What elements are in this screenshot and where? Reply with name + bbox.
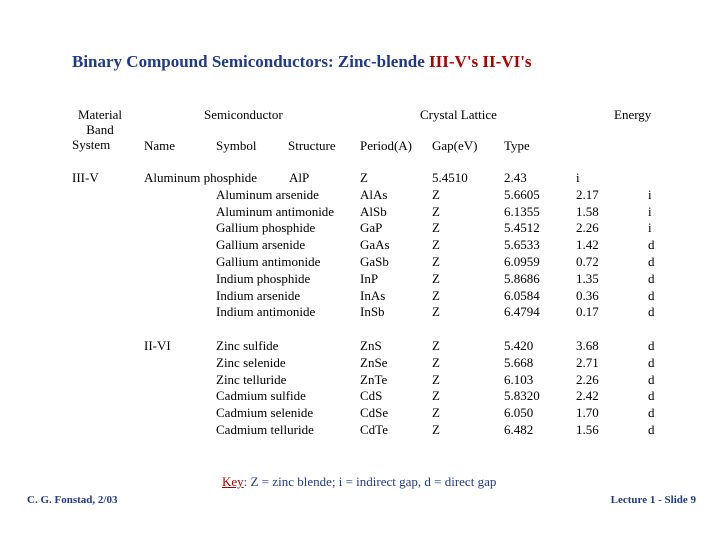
table-cell: d (648, 338, 655, 353)
table-cell: Z (432, 220, 440, 236)
table-cell: 2.26 (576, 371, 599, 387)
table-cell: 5.4512 (504, 220, 540, 236)
table-cell: CdTe (360, 421, 388, 437)
header-material-line1: Material (77, 107, 123, 122)
table-cell: d (648, 371, 655, 387)
table-cell: d (648, 287, 655, 303)
header-material-line3: System (72, 137, 111, 152)
table-cell: Indium antimonide (216, 304, 316, 320)
table-cell (216, 170, 334, 187)
table-cell: Z (432, 186, 440, 202)
iii-v-structure-column (360, 170, 390, 321)
header-semiconductor: Semiconductor (204, 107, 283, 122)
table-cell (648, 170, 655, 187)
table-cell: GaP (360, 220, 383, 236)
table-cell: 6.103 (504, 371, 534, 387)
table-cell: Z (432, 203, 440, 219)
iii-v-type-column (576, 170, 599, 321)
table-cell: 1.70 (576, 405, 599, 421)
table-cell: Cadmium telluride (216, 421, 314, 437)
page-title (72, 52, 532, 72)
table-cell: GaAs (360, 237, 390, 253)
table-cell: Z (432, 338, 440, 353)
table-cell: 5.420 (504, 338, 534, 353)
table-cell: 6.1355 (504, 203, 540, 219)
ii-vi-structure-column (360, 338, 388, 439)
header-type: Type (504, 138, 530, 153)
table-cell: Zinc telluride (216, 371, 287, 387)
table-cell: d (648, 421, 655, 437)
table-cell: 0.17 (576, 304, 599, 320)
key-label: Key (222, 474, 244, 489)
table-cell: 6.0959 (504, 253, 540, 269)
table-cell: Z (432, 371, 440, 387)
header-period: Period(A) (360, 138, 412, 153)
ii-vi-gap-column (504, 338, 540, 439)
table-cell: Zinc selenide (216, 354, 286, 370)
header-structure: Structure (288, 138, 336, 153)
table-cell: Z (432, 270, 440, 286)
ii-vi-names-column (216, 338, 314, 439)
system-ii-vi: II-VI (144, 338, 171, 353)
table-cell: 1.56 (576, 421, 599, 437)
ii-vi-period-column (432, 338, 440, 439)
header-material (72, 107, 128, 152)
table-cell: 5.668 (504, 354, 534, 370)
key-text: : Z = zinc blende; i = indirect gap, d = direct gap (243, 474, 497, 489)
iii-v-energy-column (648, 170, 655, 321)
table-cell: d (648, 354, 655, 370)
table-cell: 0.72 (576, 253, 599, 269)
table-cell: Z (432, 237, 440, 253)
table-cell: Aluminum antimonide (216, 203, 335, 219)
table-cell: Indium phosphide (216, 270, 311, 286)
table-cell: InAs (360, 287, 386, 303)
first-compound-name: Aluminum phosphide (144, 170, 258, 185)
header-material-line2: Band (86, 122, 114, 137)
table-cell: 5.6605 (504, 186, 540, 202)
table-cell: 5.8686 (504, 270, 540, 286)
table-cell: 2.71 (576, 354, 599, 370)
header-symbol: Symbol (216, 138, 257, 153)
table-cell: d (648, 253, 655, 269)
table-cell: Indium arsenide (216, 287, 301, 303)
ii-vi-energy-column (648, 338, 655, 439)
table-cell: CdSe (360, 405, 389, 421)
system-iii-v: III-V (72, 170, 99, 185)
table-cell: i (648, 186, 652, 202)
title-highlight-iii-v: III-V's (429, 52, 479, 71)
table-cell: 0.36 (576, 287, 599, 303)
table-cell: Aluminum arsenide (216, 186, 319, 202)
table-cell: 3.68 (576, 338, 599, 353)
table-cell: Z (432, 405, 440, 421)
table-cell: InP (360, 270, 379, 286)
table-cell: GaSb (360, 253, 389, 269)
table-cell: ZnSe (360, 354, 388, 370)
footer-author: C. G. Fonstad, 2/03 (27, 494, 118, 506)
legend-key (222, 474, 496, 490)
table-cell: 6.4794 (504, 304, 540, 320)
table-cell: InSb (360, 304, 385, 320)
table-cell: 2.43 (504, 170, 527, 185)
table-cell: Z (432, 388, 440, 404)
table-cell: CdS (360, 388, 383, 404)
table-cell: 5.6533 (504, 237, 540, 253)
table-cell: d (648, 304, 655, 320)
table-cell: Gallium antimonide (216, 253, 321, 269)
footer-slide-number: Lecture 1 - Slide 9 (610, 494, 696, 506)
table-cell: 6.482 (504, 421, 534, 437)
iii-v-names-column (216, 170, 334, 321)
table-cell: 5.4510 (432, 170, 468, 185)
table-cell: 2.42 (576, 388, 599, 404)
header-gap: Gap(eV) (432, 138, 478, 153)
table-cell: Zinc sulfide (216, 338, 279, 353)
table-cell: d (648, 237, 655, 253)
table-cell: i (648, 203, 652, 219)
table-cell: i (576, 170, 580, 185)
table-cell: Z (432, 253, 440, 269)
table-cell: d (648, 388, 655, 404)
table-cell: Z (360, 170, 368, 185)
table-cell: 6.0584 (504, 287, 540, 303)
table-cell: i (648, 220, 652, 236)
table-cell: Z (432, 421, 440, 437)
header-name: Name (144, 138, 176, 153)
iii-v-gap-column (504, 170, 540, 321)
table-cell: Cadmium selenide (216, 405, 314, 421)
first-compound-symbol: AlP (289, 170, 310, 185)
table-cell: 6.050 (504, 405, 534, 421)
table-cell: d (648, 405, 655, 421)
table-cell: 5.8320 (504, 388, 540, 404)
iii-v-period-column (432, 170, 468, 321)
table-cell: Cadmium sulfide (216, 388, 306, 404)
table-cell: 1.42 (576, 237, 599, 253)
table-cell: ZnTe (360, 371, 388, 387)
table-cell: 1.58 (576, 203, 599, 219)
table-cell: Z (432, 354, 440, 370)
table-cell: Gallium phosphide (216, 220, 316, 236)
table-cell: AlAs (360, 186, 388, 202)
table-cell: 2.26 (576, 220, 599, 236)
table-cell: Gallium arsenide (216, 237, 306, 253)
header-crystal-lattice: Crystal Lattice (420, 107, 497, 122)
table-cell: 1.35 (576, 270, 599, 286)
table-cell: AlSb (360, 203, 387, 219)
title-main: Binary Compound Semiconductors: Zinc-blende (72, 52, 430, 71)
table-cell: d (648, 270, 655, 286)
table-cell: Z (432, 287, 440, 303)
table-cell: ZnS (360, 338, 382, 353)
table-cell: 2.17 (576, 186, 599, 202)
ii-vi-type-column (576, 338, 599, 439)
table-cell: Z (432, 304, 440, 320)
header-energy: Energy (614, 107, 652, 122)
title-highlight-ii-vi: II-VI's (482, 52, 532, 71)
